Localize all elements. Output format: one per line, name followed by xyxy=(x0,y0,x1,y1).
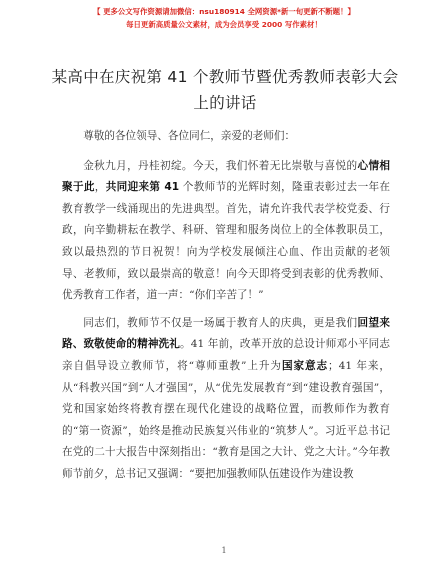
paragraph-1 xyxy=(62,156,390,307)
salutation: 尊敬的各位领导、各位同仁，亲爱的老师们： xyxy=(83,130,296,142)
promo-line-2: 每日更新高质量公文素材，成为会员享受 2000 写作素材！ xyxy=(126,20,322,29)
p1-text-c: ， xyxy=(94,181,106,194)
p2-bold-1: 回望来路、致敬使命的精神洗礼 xyxy=(62,316,391,351)
p1-text-a: 金秋九月，丹桂初绽。今天，我们怀着无比崇敬与喜悦的 xyxy=(83,159,358,172)
speech-body xyxy=(62,126,390,492)
p2-text-a: 同志们，教师节不仅是一场属于教育人的庆典，更是我们 xyxy=(83,316,358,329)
p2-text-d: ；41 年来，从“科教兴国”到“人才强国”，从“优先发展教育”到“建设教育强国”，党和国家始终将教育摆在现代化建设的战略位置，而教师作为教育的“第一资源”，始终是推动民族复兴伟业的“筑梦人”。习近平总书记在党的二十大报告中深刻指出：“教育是国之大计、党之大计。”今年教师节前夕，总书记又强调：“要把加强教师队伍建设作为建设教 xyxy=(62,359,390,480)
paragraph-2 xyxy=(62,313,390,486)
p1-bold-2: 共同迎来第 41 xyxy=(105,181,180,194)
promo-banner xyxy=(0,5,448,31)
p2-text-c: 。41 年前，改革开放的总设计师邓小平同志亲自倡导设立教师节，将“尊师重教”上升为 xyxy=(62,338,390,372)
p1-text-d: 个教师节的光辉时刻，隆重表彰过去一年在教育教学一线涌现出的先进典型。首先，请允许我代表学校党委、行政，向辛勤耕耘在教学、科研、管理和服务岗位上的全体教职员工，致以最热烈的节日祝贺！向为学校发展倾注心血、作出贡献的老领导、老教师，致以最崇高的敬意！向今天即将受到表彰的优秀教师、优秀教育工作者，道一声：“你们辛苦了！” xyxy=(62,181,391,302)
p2-bold-2: 国家意志 xyxy=(281,359,328,372)
page-number: 1 xyxy=(221,546,227,555)
speech-title: 某高中在庆祝第 41 个教师节暨优秀教师表彰大会上的讲话 xyxy=(51,68,399,112)
p1-bold-1: 心情相聚于此 xyxy=(62,159,391,194)
promo-line-1: 【 更多公文写作资源请加微信：nsu180914 全网资源*新一旬更新不断题！】 xyxy=(93,7,355,16)
